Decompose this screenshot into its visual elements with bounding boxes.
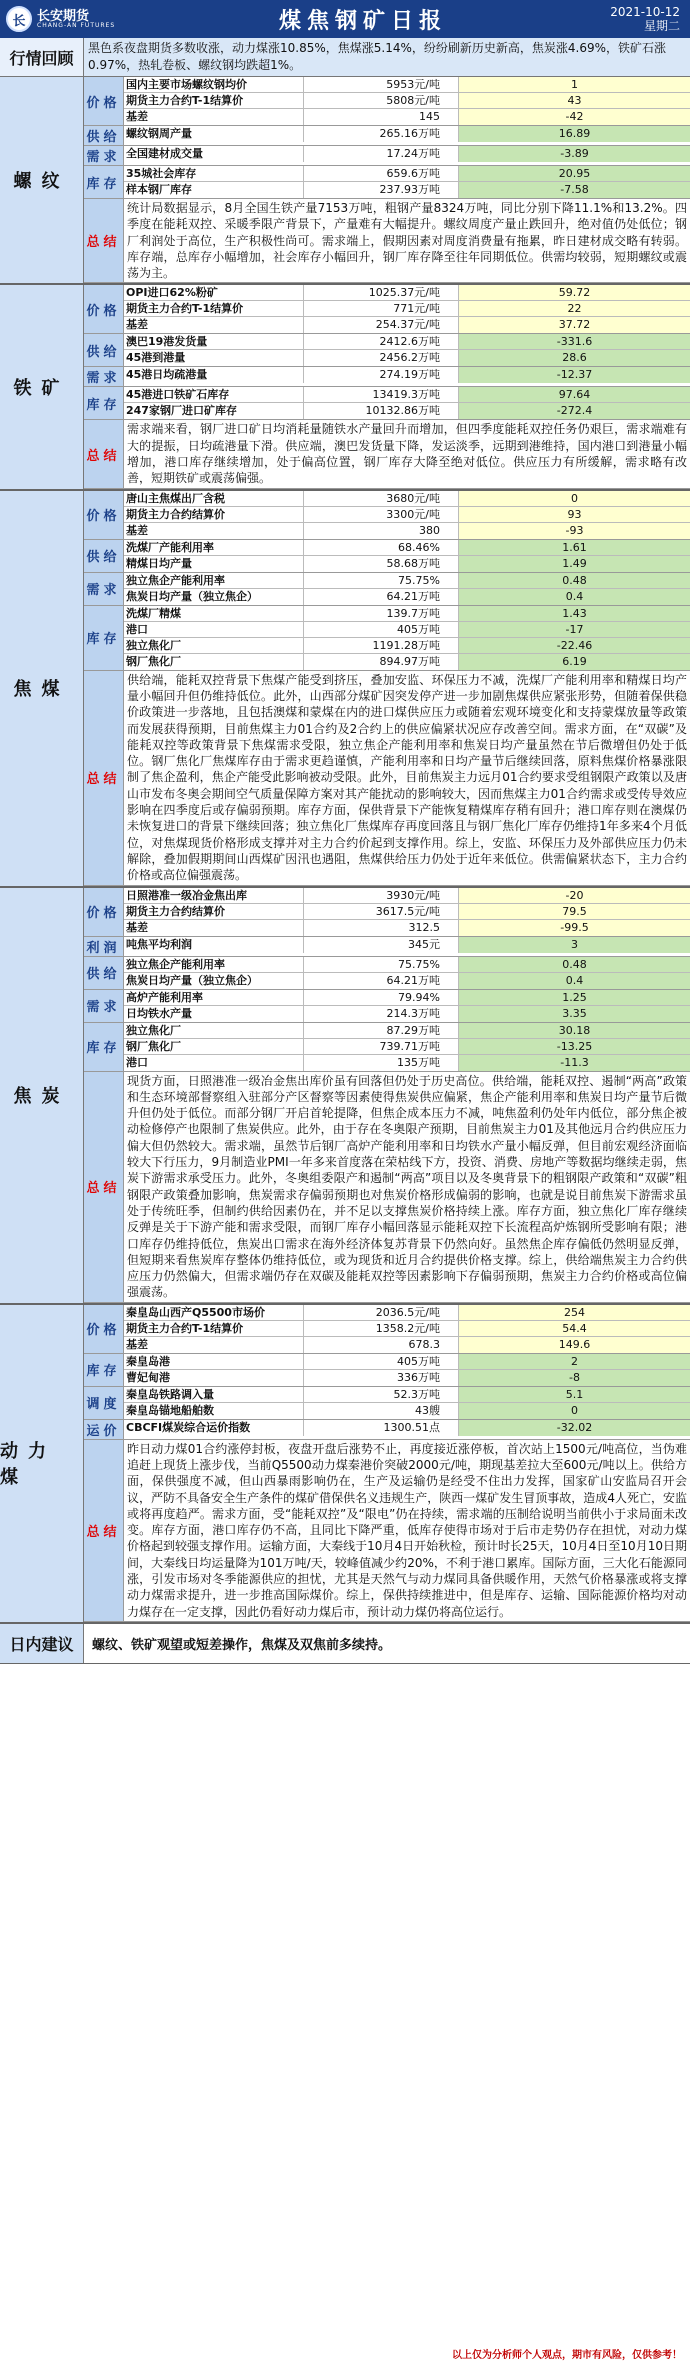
- indicator-value: 237.93万吨: [304, 182, 459, 198]
- indicator-name: 吨焦平均利润: [124, 937, 304, 953]
- section-title: 动力煤: [0, 1305, 84, 1622]
- table-row: [124, 387, 690, 403]
- indicator-name: 基差: [124, 109, 304, 125]
- indicator-name: 港口: [124, 1055, 304, 1071]
- market-review: [0, 38, 690, 77]
- indicator-value: 1191.28万吨: [304, 638, 459, 653]
- indicator-change: 3.35: [459, 1006, 690, 1022]
- indicator-change: 1.61: [459, 540, 690, 555]
- indicator-change: -20: [459, 888, 690, 903]
- indicator-change: 0: [459, 491, 690, 506]
- company-logo-icon: 长: [6, 6, 32, 32]
- brand-name: 长安期货: [37, 8, 90, 24]
- indicator-value: 5953元/吨: [304, 77, 459, 92]
- indicator-name: 洗煤厂产能利用率: [124, 540, 304, 555]
- table-row: [124, 1370, 690, 1386]
- indicator-value: 13419.3万吨: [304, 387, 459, 402]
- indicator-change: 1.25: [459, 990, 690, 1005]
- indicator-change: -13.25: [459, 1039, 690, 1054]
- indicator-name: 曹妃甸港: [124, 1370, 304, 1386]
- group-label: 运价: [84, 1420, 124, 1439]
- group-label: 需求: [84, 573, 124, 605]
- indicator-value: 3300元/吨: [304, 507, 459, 522]
- indicator-name: 焦炭日均产量（独立焦企）: [124, 973, 304, 989]
- group-summary: [84, 1072, 690, 1303]
- table-row: [124, 77, 690, 93]
- indicator-name: 基差: [124, 1337, 304, 1353]
- table-row: [124, 904, 690, 920]
- indicator-change: -11.3: [459, 1055, 690, 1071]
- table-row: [124, 507, 690, 523]
- table-row: [124, 334, 690, 350]
- indicator-value: 75.75%: [304, 573, 459, 588]
- indicator-value: 345元: [304, 937, 459, 953]
- indicator-change: 22: [459, 301, 690, 316]
- summary-text: 昨日动力煤01合约涨停封板，夜盘开盘后涨势不止，再度接近涨停板，首次站上1500元/吨高位，当伪难追赶上现货上涨步伐，当前Q5500动力煤秦港价突破2000元/吨，期现基差拉大至600元/吨以上。供给方面，保供强度不减，但山西暴雨影响仍在，生产及运输仍是经受不住出力发挥，国家矿山安监局召开会议，严防不具备安全生产条件的煤矿借保供名义违规生产，陕西一煤矿发生冒顶事故，造成4人死亡，安监或将再度趋严。需求方面，受“能耗双控”及“限电”仍在持续，需求端的压制给说明当前供小于求局面未改变。库存方面，港口库存仍不高，且同比下降严重，低库存使得市场对于后市走势仍存在担忧，对动力煤价格起到较强支撑作用。运输方面，大秦线于10月4日开始秋检，预计时长25天，10月4日至10月10日期间，大秦线日均运量降为101万吨/天，较峰值减少约20%，不利于港口累库。国际方面，三大化石能源同涨，引发市场对冬季能源供应的担忧，尤其是天然气与动力煤同具备供暖作用，天然气价格暴涨或将支撑动力煤需求提升，进一步推高国际煤价。综上，保供持续推进中，但是库存、运输、国际能源价格均对动力煤存在一定支撑，因此仍看好动力煤后市，预计动力煤仍将高位运行。: [127, 1441, 687, 1619]
- indicator-name: 日均铁水产量: [124, 1006, 304, 1022]
- group-label: 总结: [84, 1072, 124, 1302]
- indicator-change: 97.64: [459, 387, 690, 402]
- indicator-change: 5.1: [459, 1387, 690, 1402]
- indicator-name: 基差: [124, 920, 304, 936]
- indicator-change: 149.6: [459, 1337, 690, 1353]
- table-row: [124, 937, 690, 953]
- disclaimer: 以上仅为分析师个人观点，期市有风险，仅供参考！: [452, 2350, 682, 2361]
- group-label: 需求: [84, 146, 124, 165]
- table-row: [124, 301, 690, 317]
- indicator-change: 1.43: [459, 606, 690, 621]
- group-label: 供给: [84, 334, 124, 366]
- table-row: [124, 1023, 690, 1039]
- table-row: [124, 556, 690, 572]
- indicator-name: 独立焦化厂: [124, 638, 304, 653]
- table-row: [124, 1403, 690, 1419]
- indicator-name: 秦皇岛山西产Q5500市场价: [124, 1305, 304, 1320]
- indicator-name: 独立焦企产能利用率: [124, 957, 304, 972]
- indicator-change: 0: [459, 1403, 690, 1419]
- report-date: 2021-10-12: [610, 5, 680, 19]
- table-row: [124, 1321, 690, 1337]
- group-label: 需求: [84, 990, 124, 1022]
- indicator-change: 1: [459, 77, 690, 92]
- section-coke: [0, 888, 690, 1305]
- indicator-name: 国内主要市场螺纹钢均价: [124, 77, 304, 92]
- intraday-advice: [0, 1624, 690, 1664]
- group-inventory: [84, 1354, 690, 1387]
- indicator-value: 10132.86万吨: [304, 403, 459, 419]
- market-review-text: 黑色系夜盘期货多数收涨，动力煤涨10.85%，焦煤涨5.14%，纷纷刷新历史新高，焦炭涨4.69%，铁矿石涨0.97%，热轧卷板、螺纹钢均跌超1%。: [88, 41, 667, 72]
- section-thermal-coal: [0, 1305, 690, 1624]
- group-label: 利润: [84, 937, 124, 956]
- table-row: [124, 491, 690, 507]
- indicator-change: 79.5: [459, 904, 690, 919]
- indicator-name: 期货主力合约T-1结算价: [124, 93, 304, 108]
- group-label: 需求: [84, 367, 124, 386]
- group-price: [84, 888, 690, 937]
- indicator-change: 16.89: [459, 126, 690, 142]
- table-row: [124, 350, 690, 366]
- indicator-change: -93: [459, 523, 690, 539]
- indicator-value: 380: [304, 523, 459, 539]
- indicator-change: -331.6: [459, 334, 690, 349]
- indicator-change: 3: [459, 937, 690, 953]
- indicator-name: 样本钢厂库存: [124, 182, 304, 198]
- table-row: [124, 654, 690, 670]
- group-inventory: [84, 606, 690, 671]
- indicator-value: 68.46%: [304, 540, 459, 555]
- group-label: 供给: [84, 126, 124, 145]
- report-weekday: 星期二: [643, 19, 680, 33]
- indicator-value: 659.6万吨: [304, 166, 459, 181]
- indicator-name: 247家钢厂进口矿库存: [124, 403, 304, 419]
- indicator-name: 钢厂焦化厂: [124, 654, 304, 670]
- indicator-change: 43: [459, 93, 690, 108]
- group-summary: [84, 199, 690, 283]
- summary-text: 现货方面，日照港准一级冶金焦出库价虽有回落但仍处于历史高位。供给端，能耗双控、遏制“两高”政策和生态环境部督察组入驻部分产区督察等因素使得焦炭供应偏紧，焦企产能利用率和焦炭日均产量节后微升但仍处于低位。而部分钢厂开启首轮提降，但焦企成本压力不减，吨焦盈利仍处年内低位，部分焦企被动检修停产也限制了焦炭供应。此外，由于存在冬奥限产预期，目前焦炭主力01及其他远月合约供应压力偏大但仍然较大。需求端，虽然节后钢厂高炉产能利用率和日均铁水产量小幅反弹，但目前宏观经济面临较大下行压力，9月制造业PMI一年多来首度落在荣枯线下方，投资、消费、房地产等数据均继续走弱，焦炭下游需求承受压力。此外，冬奥组委限产和遏制“两高”项目以及冬奥背景下的粗钢限产政策和“双碳”粗钢限产政策叠加影响，焦炭需求存偏弱预期也对焦炭价格形成偏弱的影响，也就是说目前焦炭下游需求虽处于传统旺季，但制约供给因素仍在，并不足以支撑焦炭价格持续上涨。库存方面，独立焦化厂库存继续反弹是关于下游产能和需求受限，而钢厂库存小幅回落显示能耗双控下长流程高炉炼钢所受影响有限；港口库存仍维持低位，焦炭出口需求在海外经济体复苏背景下仍然向好。虽然焦企库存偏低仍然明显反弹，但短期来看焦炭库存整体仍维持低位，或为现货和近月合约提供价格支撑。综上，供给端焦炭主力合约供应压力仍然偏大，但需求端仍存在双碳及能耗双控等因素影响下存偏弱预期，焦炭主力合约价格或高位偏强震荡。: [127, 1073, 687, 1300]
- table-row: [124, 523, 690, 539]
- indicator-value: 139.7万吨: [304, 606, 459, 621]
- group-label: 价格: [84, 888, 124, 936]
- indicator-name: 秦皇岛港: [124, 1354, 304, 1369]
- indicator-value: 3930元/吨: [304, 888, 459, 903]
- indicator-name: 钢厂焦化厂: [124, 1039, 304, 1054]
- indicator-change: 1.49: [459, 556, 690, 572]
- group-label: 总结: [84, 1440, 124, 1621]
- indicator-name: OPI进口62%粉矿: [124, 285, 304, 300]
- group-label: 总结: [84, 199, 124, 282]
- group-demand: [84, 367, 690, 387]
- indicator-change: -3.89: [459, 146, 690, 162]
- table-row: [124, 622, 690, 638]
- indicator-name: 秦皇岛铁路调入量: [124, 1387, 304, 1402]
- indicator-change: 0.48: [459, 573, 690, 588]
- table-row: [124, 920, 690, 936]
- indicator-name: 45港进口铁矿石库存: [124, 387, 304, 402]
- group-summary: [84, 1440, 690, 1622]
- group-summary: [84, 671, 690, 886]
- indicator-name: 基差: [124, 317, 304, 333]
- indicator-change: -32.02: [459, 1420, 690, 1436]
- indicator-change: -12.37: [459, 367, 690, 383]
- indicator-name: 45港到港量: [124, 350, 304, 366]
- table-row: [124, 1305, 690, 1321]
- indicator-value: 274.19万吨: [304, 367, 459, 383]
- group-supply: [84, 540, 690, 573]
- indicator-name: 焦炭日均产量（独立焦企）: [124, 589, 304, 605]
- indicator-value: 771元/吨: [304, 301, 459, 316]
- indicator-change: -22.46: [459, 638, 690, 653]
- indicator-change: 59.72: [459, 285, 690, 300]
- section-iron-ore: [0, 285, 690, 490]
- indicator-value: 254.37元/吨: [304, 317, 459, 333]
- section-title: 铁矿: [0, 285, 84, 488]
- indicator-change: -7.58: [459, 182, 690, 198]
- indicator-value: 1300.51点: [304, 1420, 459, 1436]
- group-label: 库存: [84, 1023, 124, 1071]
- table-row: [124, 1354, 690, 1370]
- indicator-change: 0.4: [459, 973, 690, 989]
- group-label: 价格: [84, 285, 124, 333]
- group-summary: [84, 420, 690, 488]
- indicator-name: 螺纹钢周产量: [124, 126, 304, 142]
- group-price: [84, 77, 690, 126]
- table-row: [124, 166, 690, 182]
- indicator-name: 秦皇岛锚地船舶数: [124, 1403, 304, 1419]
- indicator-value: 1358.2元/吨: [304, 1321, 459, 1336]
- indicator-change: -99.5: [459, 920, 690, 936]
- indicator-value: 43艘: [304, 1403, 459, 1419]
- section-rebar: [0, 77, 690, 285]
- indicator-name: 高炉产能利用率: [124, 990, 304, 1005]
- indicator-change: 2: [459, 1354, 690, 1369]
- group-price: [84, 491, 690, 540]
- group-price: [84, 285, 690, 334]
- indicator-value: 52.3万吨: [304, 1387, 459, 1402]
- group-supply: [84, 957, 690, 990]
- group-dispatch: [84, 1387, 690, 1420]
- indicator-change: 20.95: [459, 166, 690, 181]
- indicator-name: 独立焦企产能利用率: [124, 573, 304, 588]
- table-row: [124, 146, 690, 162]
- table-row: [124, 109, 690, 125]
- indicator-name: 唐山主焦煤出厂含税: [124, 491, 304, 506]
- indicator-name: 洗煤厂精煤: [124, 606, 304, 621]
- indicator-value: 312.5: [304, 920, 459, 936]
- indicator-value: 2456.2万吨: [304, 350, 459, 366]
- indicator-name: 35城社会库存: [124, 166, 304, 181]
- table-row: [124, 126, 690, 142]
- indicator-value: 79.94%: [304, 990, 459, 1005]
- indicator-name: 澳巴19港发货量: [124, 334, 304, 349]
- group-label: 价格: [84, 77, 124, 125]
- group-demand: [84, 573, 690, 606]
- indicator-name: 基差: [124, 523, 304, 539]
- indicator-value: 3617.5元/吨: [304, 904, 459, 919]
- indicator-value: 336万吨: [304, 1370, 459, 1386]
- group-price: [84, 1305, 690, 1354]
- table-row: [124, 182, 690, 198]
- brand-name-en: CHANG-AN FUTURES: [37, 21, 116, 29]
- indicator-value: 265.16万吨: [304, 126, 459, 142]
- indicator-change: -42: [459, 109, 690, 125]
- group-label: 供给: [84, 540, 124, 572]
- summary-text: 需求端来看，钢厂进口矿日均消耗量随铁水产量回升而增加，但四季度能耗双控任务仍艰巨，需求端难有大的提振，日均疏港量下滑。供应端，澳巴发货量下降，发运淡季，远期到港维持，国内港口到港量小幅增加，港口库存继续增加，处于偏高位置，钢厂库存大降至绝对低位。供应压力有所缓解，需求略有改善，短期铁矿或震荡偏强。: [127, 422, 687, 486]
- sections-container: [0, 77, 690, 1624]
- group-label: 库存: [84, 387, 124, 419]
- group-profit: [84, 937, 690, 957]
- group-label: 调度: [84, 1387, 124, 1419]
- table-row: [124, 957, 690, 973]
- table-row: [124, 540, 690, 556]
- group-label: 库存: [84, 606, 124, 670]
- indicator-change: 93: [459, 507, 690, 522]
- report-title: 煤焦钢矿日报: [278, 8, 447, 34]
- indicator-change: 254: [459, 1305, 690, 1320]
- market-review-label: 行情回顾: [0, 38, 84, 76]
- table-row: [124, 888, 690, 904]
- indicator-change: -8: [459, 1370, 690, 1386]
- intraday-advice-text: 螺纹、铁矿观望或短差操作，焦煤及双焦前多续持。: [92, 1637, 392, 1653]
- section-title: 焦煤: [0, 491, 84, 886]
- table-row: [124, 973, 690, 989]
- indicator-value: 405万吨: [304, 1354, 459, 1369]
- table-row: [124, 403, 690, 419]
- table-row: [124, 1387, 690, 1403]
- group-label: 价格: [84, 1305, 124, 1353]
- indicator-change: 37.72: [459, 317, 690, 333]
- indicator-change: -272.4: [459, 403, 690, 419]
- indicator-change: 0.4: [459, 589, 690, 605]
- report-header: [0, 0, 690, 38]
- section-coking-coal: [0, 491, 690, 888]
- table-row: [124, 1039, 690, 1055]
- indicator-value: 75.75%: [304, 957, 459, 972]
- group-label: 价格: [84, 491, 124, 539]
- indicator-value: 58.68万吨: [304, 556, 459, 572]
- indicator-value: 64.21万吨: [304, 589, 459, 605]
- table-row: [124, 1055, 690, 1071]
- indicator-value: 894.97万吨: [304, 654, 459, 670]
- indicator-value: 2412.6万吨: [304, 334, 459, 349]
- indicator-name: 独立焦化厂: [124, 1023, 304, 1038]
- indicator-name: 期货主力合约T-1结算价: [124, 301, 304, 316]
- indicator-change: 28.6: [459, 350, 690, 366]
- table-row: [124, 1006, 690, 1022]
- indicator-value: 17.24万吨: [304, 146, 459, 162]
- group-label: 供给: [84, 957, 124, 989]
- group-inventory: [84, 166, 690, 199]
- table-row: [124, 990, 690, 1006]
- indicator-value: 5808元/吨: [304, 93, 459, 108]
- group-label: 总结: [84, 671, 124, 885]
- indicator-value: 64.21万吨: [304, 973, 459, 989]
- group-demand: [84, 146, 690, 166]
- indicator-value: 135万吨: [304, 1055, 459, 1071]
- indicator-name: 期货主力合约T-1结算价: [124, 1321, 304, 1336]
- indicator-name: 45港日均疏港量: [124, 367, 304, 383]
- indicator-value: 87.29万吨: [304, 1023, 459, 1038]
- indicator-name: 精煤日均产量: [124, 556, 304, 572]
- group-label: 总结: [84, 420, 124, 487]
- summary-text: 供给端，能耗双控背景下焦煤产能受到挤压，叠加安监、环保压力不减，洗煤厂产能利用率和精煤日均产量小幅回升但仍维持低位。此外，山西部分煤矿因突发停产进一步加剧焦煤供应紧张形势，但随着保供稳价政策进一步落地，且包括澳煤和蒙煤在内的进口煤供应压力或随着宏观环境变化和支持蒙煤放量等政策而发展获得预期，目前焦煤主力01合约及2合约上的供应偏紧状况应存改善空间。需求方面，在“双碳”及能耗双控等政策背景下焦煤需求受限，独立焦企产能利用率和焦炭日均产量虽然在节后微增但仍处于低位。钢厂焦化厂焦煤库存由于需求更趋谨慎，产能利用率和日均产量节后继续回落，原料焦煤价格暴涨限制了焦企盈利，焦企产能受此影响被动受限。此外，目前焦炭主力远月01合约要求受组钢限产政策以及唐山市发布冬奥会期间空气质量保障方案对其产能扰动的影响较大，因而焦煤主力01合约需求或受传导效应影响在四季度后或存偏弱预期。库存方面，保供背景下产能恢复精煤库存稍有回升；港口库存则在澳煤仍未恢复进口的背景下继续回落；独立焦化厂焦煤库存再度回落且与钢厂焦化厂库存仍维持1年多来4个月低位，对焦煤现货价格形成支撑并对主力合约价起到支撑作用。综上，安监、环保压力及外部供应压力仍未解除，叠加假期期间山西煤矿因汛也遇阻，焦煤供给压力仍处于近年来低位。供需偏紧状态下，主力合约价格或高位偏强震荡。: [127, 672, 687, 883]
- table-row: [124, 638, 690, 654]
- table-row: [124, 606, 690, 622]
- group-supply: [84, 334, 690, 367]
- table-row: [124, 1337, 690, 1353]
- table-row: [124, 1420, 690, 1436]
- summary-text: 统计局数据显示，8月全国生铁产量7153万吨，粗钢产量8324万吨，同比分别下降11.1%和13.2%。四季度在能耗双控、采暖季限产背景下，产量难有大幅提升。螺纹周度产量止跌回升，绝对值仍处低位；钢厂利润处于高位，生产积极性尚可。需求端上，假期因素对周度消费量有拖累，昨日建材成交略有转弱。库存端，总库存小幅增加，社会库存小幅回升，钢厂库存降至往年同期低位。供需均较弱，短期螺纹或震荡为主。: [127, 201, 687, 281]
- indicator-change: 30.18: [459, 1023, 690, 1038]
- indicator-value: 678.3: [304, 1337, 459, 1353]
- indicator-value: 145: [304, 109, 459, 125]
- brand: [6, 6, 136, 32]
- section-title: 螺纹: [0, 77, 84, 283]
- group-supply: [84, 126, 690, 146]
- indicator-value: 405万吨: [304, 622, 459, 637]
- table-row: [124, 317, 690, 333]
- group-inventory: [84, 387, 690, 420]
- indicator-change: -17: [459, 622, 690, 637]
- group-label: 库存: [84, 166, 124, 198]
- indicator-value: 214.3万吨: [304, 1006, 459, 1022]
- indicator-name: CBCFI煤炭综合运价指数: [124, 1420, 304, 1436]
- indicator-name: 全国建材成交量: [124, 146, 304, 162]
- indicator-name: 日照港准一级冶金焦出库: [124, 888, 304, 903]
- table-row: [124, 573, 690, 589]
- indicator-change: 0.48: [459, 957, 690, 972]
- table-row: [124, 93, 690, 109]
- indicator-name: 期货主力合约结算价: [124, 904, 304, 919]
- indicator-value: 739.71万吨: [304, 1039, 459, 1054]
- table-row: [124, 589, 690, 605]
- group-label: 库存: [84, 1354, 124, 1386]
- indicator-name: 期货主力合约结算价: [124, 507, 304, 522]
- indicator-value: 2036.5元/吨: [304, 1305, 459, 1320]
- indicator-value: 3680元/吨: [304, 491, 459, 506]
- table-row: [124, 367, 690, 383]
- indicator-name: 港口: [124, 622, 304, 637]
- indicator-change: 6.19: [459, 654, 690, 670]
- indicator-change: 54.4: [459, 1321, 690, 1336]
- group-inventory: [84, 1023, 690, 1072]
- table-row: [124, 285, 690, 301]
- group-freight: [84, 1420, 690, 1440]
- intraday-advice-label: 日内建议: [0, 1624, 84, 1663]
- indicator-value: 1025.37元/吨: [304, 285, 459, 300]
- section-title: 焦炭: [0, 888, 84, 1303]
- group-demand: [84, 990, 690, 1023]
